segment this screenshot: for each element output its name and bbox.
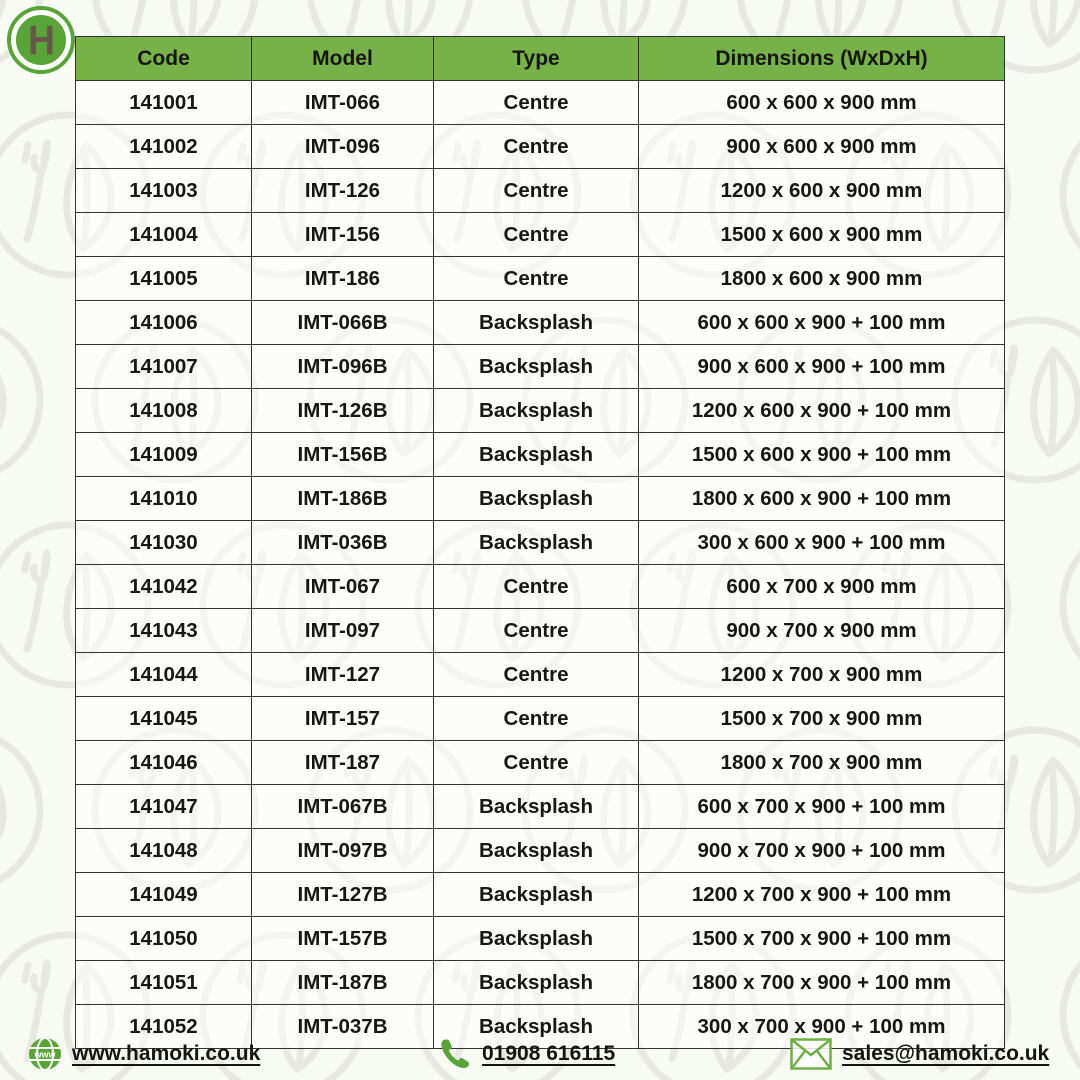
table-row [76,565,1005,609]
table-cell: Backsplash [434,433,639,477]
email-link[interactable] [790,1032,1049,1076]
table-row [76,741,1005,785]
table-row [76,169,1005,213]
table-cell: 1800 x 700 x 900 mm [639,741,1005,785]
table-cell: 141049 [76,873,252,917]
logo-letter: H [28,17,54,63]
table-cell: 141007 [76,345,252,389]
table-cell: IMT-156B [252,433,434,477]
table-cell: IMT-066 [252,81,434,125]
column-header-type: Type [434,37,639,81]
table-cell: 141047 [76,785,252,829]
table-cell: Backsplash [434,301,639,345]
table-cell: Centre [434,653,639,697]
table-cell: 1800 x 600 x 900 + 100 mm [639,477,1005,521]
table-cell: Centre [434,169,639,213]
table-cell: 141030 [76,521,252,565]
globe-icon [28,1037,62,1071]
table-cell: 300 x 700 x 900 + 100 mm [639,1005,1005,1049]
table-cell: 600 x 600 x 900 mm [639,81,1005,125]
table-cell: Centre [434,697,639,741]
table-cell: 141002 [76,125,252,169]
table-cell: Backsplash [434,389,639,433]
table-header-row [76,37,1005,81]
table-row [76,477,1005,521]
table-cell: 1500 x 600 x 900 + 100 mm [639,433,1005,477]
table-cell: IMT-157 [252,697,434,741]
table-row [76,829,1005,873]
table-cell: IMT-096B [252,345,434,389]
column-header-model: Model [252,37,434,81]
svg-text:www: www [34,1049,56,1060]
table-cell: Centre [434,565,639,609]
brand-logo [7,6,75,74]
table-cell: IMT-067B [252,785,434,829]
table-row [76,785,1005,829]
table-cell: IMT-066B [252,301,434,345]
table-cell: 141004 [76,213,252,257]
table-cell: IMT-067 [252,565,434,609]
table-cell: 600 x 600 x 900 + 100 mm [639,301,1005,345]
website-link[interactable] [28,1032,260,1076]
table-cell: 141045 [76,697,252,741]
table-body [76,81,1005,1049]
table-cell: Backsplash [434,873,639,917]
table-cell: Backsplash [434,1005,639,1049]
table-row [76,961,1005,1005]
table-row [76,433,1005,477]
table-cell: IMT-156 [252,213,434,257]
table-cell: 141052 [76,1005,252,1049]
table-cell: 141048 [76,829,252,873]
table-row [76,125,1005,169]
logo-ring [11,10,71,70]
table-cell: Backsplash [434,521,639,565]
table-row [76,301,1005,345]
table-cell: IMT-096 [252,125,434,169]
table-row [76,521,1005,565]
table-cell: IMT-127 [252,653,434,697]
table-cell: IMT-097 [252,609,434,653]
table-cell: 1500 x 600 x 900 mm [639,213,1005,257]
table-cell: Centre [434,257,639,301]
table-row [76,653,1005,697]
table-cell: 141001 [76,81,252,125]
table-cell: 900 x 600 x 900 mm [639,125,1005,169]
table-cell: 1200 x 600 x 900 mm [639,169,1005,213]
table-row [76,389,1005,433]
table-cell: Backsplash [434,345,639,389]
email-icon [790,1038,832,1070]
table-cell: 1500 x 700 x 900 mm [639,697,1005,741]
table-cell: 141006 [76,301,252,345]
table-cell: 1200 x 700 x 900 mm [639,653,1005,697]
website-text[interactable]: www.hamoki.co.uk [72,1042,261,1065]
table-cell: 600 x 700 x 900 + 100 mm [639,785,1005,829]
table-cell: IMT-127B [252,873,434,917]
phone-link[interactable] [438,1032,615,1076]
table-row [76,81,1005,125]
table-cell: IMT-186 [252,257,434,301]
table-cell: 1200 x 700 x 900 + 100 mm [639,873,1005,917]
email-text[interactable]: sales@hamoki.co.uk [842,1042,1050,1065]
table-row [76,213,1005,257]
table-cell: 141009 [76,433,252,477]
table-cell: Backsplash [434,477,639,521]
table-cell: 141043 [76,609,252,653]
column-header-code: Code [76,37,252,81]
table-cell: 900 x 600 x 900 + 100 mm [639,345,1005,389]
table-row [76,257,1005,301]
table-cell: Centre [434,81,639,125]
table-cell: 300 x 600 x 900 + 100 mm [639,521,1005,565]
table-cell: 141051 [76,961,252,1005]
table-row [76,697,1005,741]
table-cell: IMT-037B [252,1005,434,1049]
table-cell: Centre [434,741,639,785]
table-cell: Backsplash [434,785,639,829]
table-cell: IMT-187B [252,961,434,1005]
table-cell: Centre [434,213,639,257]
table-cell: 141003 [76,169,252,213]
table-cell: 141046 [76,741,252,785]
table-cell: IMT-187 [252,741,434,785]
table-cell: 1800 x 700 x 900 + 100 mm [639,961,1005,1005]
table-row [76,873,1005,917]
table-cell: Backsplash [434,961,639,1005]
table-cell: IMT-126B [252,389,434,433]
table-cell: IMT-126 [252,169,434,213]
phone-text[interactable]: 01908 616115 [482,1042,616,1065]
table-cell: 141008 [76,389,252,433]
table-cell: 141005 [76,257,252,301]
table-cell: Centre [434,609,639,653]
table-cell: 900 x 700 x 900 mm [639,609,1005,653]
table-cell: IMT-097B [252,829,434,873]
spec-table [75,36,1005,1049]
table-cell: 1200 x 600 x 900 + 100 mm [639,389,1005,433]
table-cell: 141042 [76,565,252,609]
table-row [76,917,1005,961]
table-cell: Backsplash [434,829,639,873]
table-cell: Centre [434,125,639,169]
table-cell: IMT-036B [252,521,434,565]
table-cell: IMT-157B [252,917,434,961]
table-cell: 141050 [76,917,252,961]
column-header-dimensions: Dimensions (WxDxH) [639,37,1005,81]
table-cell: 1500 x 700 x 900 + 100 mm [639,917,1005,961]
table-cell: 900 x 700 x 900 + 100 mm [639,829,1005,873]
phone-icon [438,1037,472,1071]
table-cell: 141010 [76,477,252,521]
table-row [76,345,1005,389]
table-cell: IMT-186B [252,477,434,521]
contact-footer [0,1032,1080,1080]
table-cell: Backsplash [434,917,639,961]
table-cell: 1800 x 600 x 900 mm [639,257,1005,301]
table-cell: 141044 [76,653,252,697]
table-cell: 600 x 700 x 900 mm [639,565,1005,609]
table-row [76,609,1005,653]
